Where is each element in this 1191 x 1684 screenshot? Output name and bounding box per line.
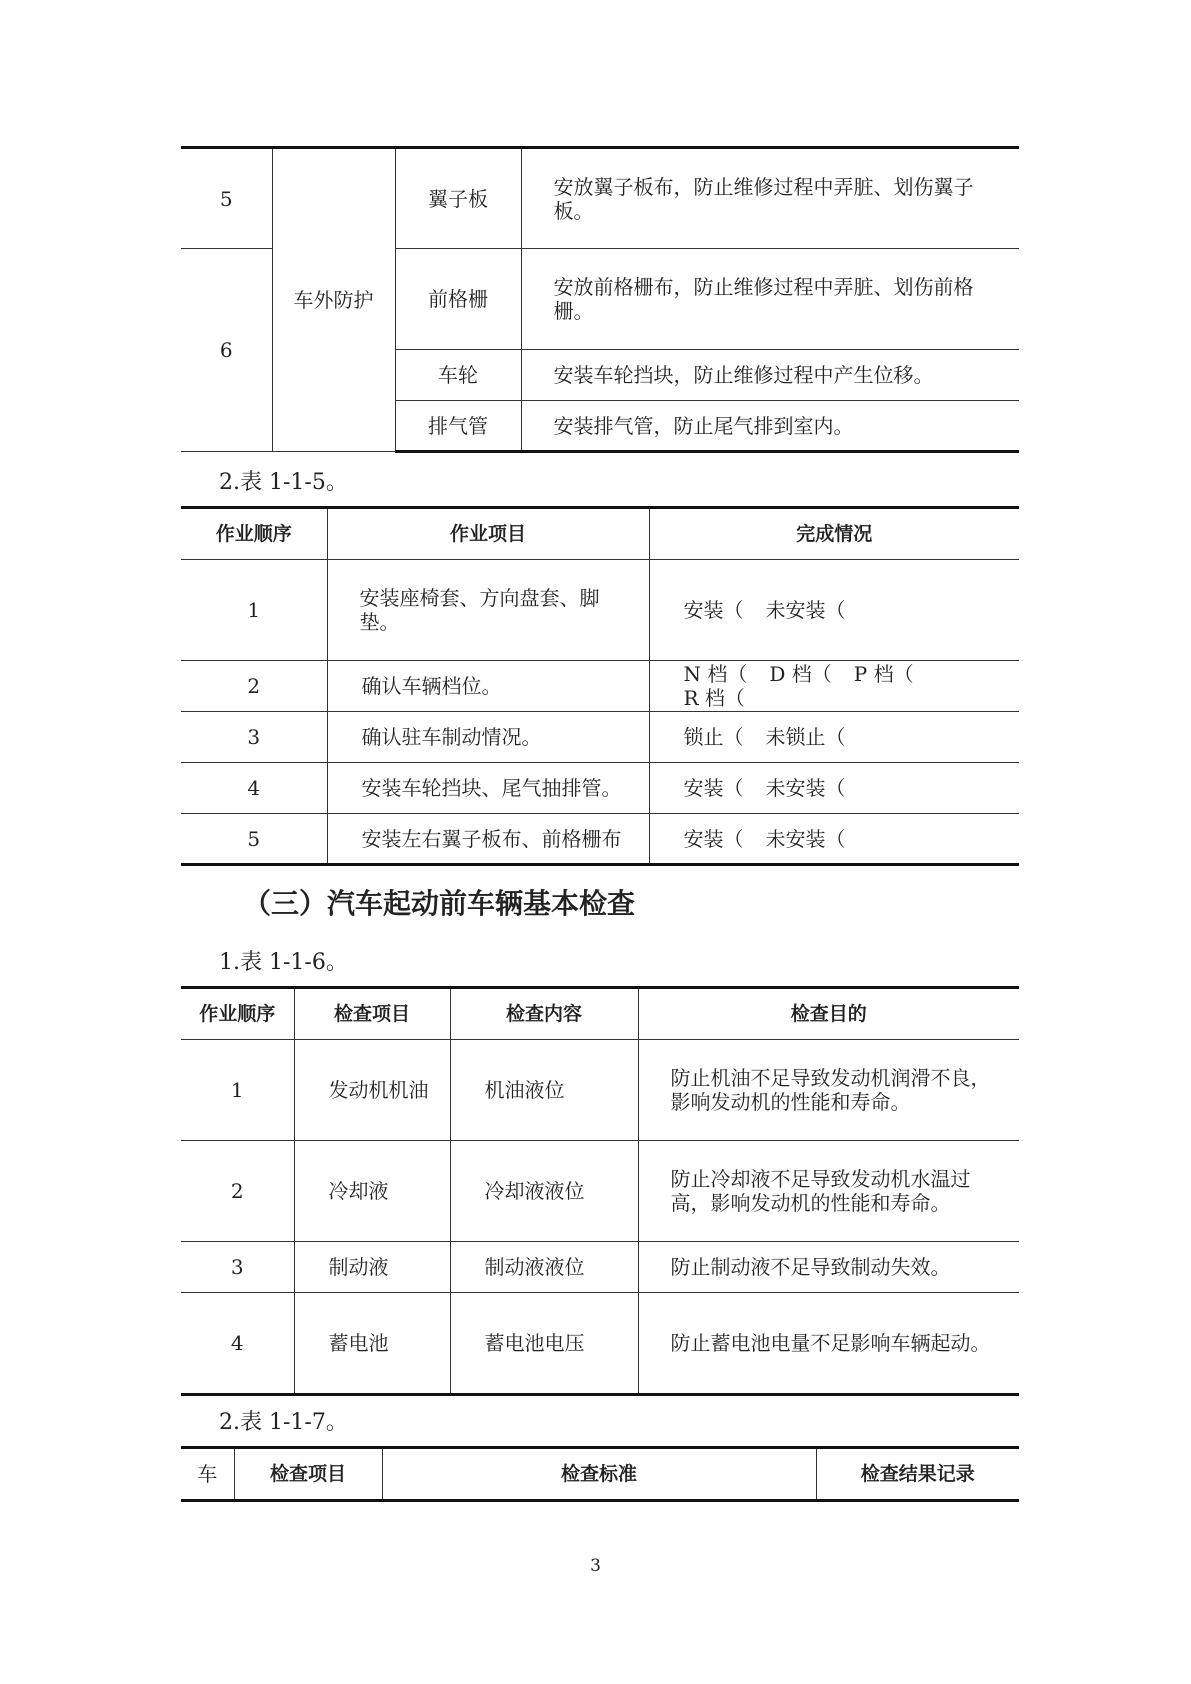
basic-check-table	[181, 986, 1019, 1396]
step-number: 1	[181, 560, 327, 661]
work-item: 安装座椅套、方向盘套、脚垫。	[359, 586, 600, 634]
completion-status	[649, 661, 1019, 712]
table-row	[181, 1293, 1019, 1395]
step-number: 3	[181, 712, 327, 763]
protection-desc: 安装车轮挡块，防止维修过程中产生位移。	[553, 363, 934, 387]
check-purpose: 防止机油不足导致发动机润滑不良，影响发动机的性能和寿命。	[670, 1066, 991, 1114]
status-option: 未安装（	[765, 598, 846, 622]
check-content: 蓄电池电压	[450, 1293, 638, 1395]
protection-item: 排气管	[395, 401, 521, 452]
check-purpose: 防止蓄电池电量不足影响车辆起动。	[670, 1331, 991, 1355]
table-row	[181, 661, 1019, 712]
status-option: 锁止（	[683, 725, 744, 749]
completion-status	[649, 814, 1019, 865]
check-content: 机油液位	[450, 1040, 638, 1141]
status-option: 安装（	[683, 598, 744, 622]
table-row	[181, 712, 1019, 763]
column-header: 作业项目	[327, 508, 649, 560]
check-item: 冷却液	[294, 1141, 450, 1242]
protection-desc: 安装排气管，防止尾气排到室内。	[553, 413, 854, 438]
protection-item: 车轮	[395, 350, 521, 401]
check-purpose: 防止制动液不足导致制动失效。	[670, 1255, 951, 1279]
table-caption: 1.表 1-1-6。	[219, 950, 348, 975]
column-header: 检查标准	[382, 1448, 816, 1501]
check-item: 制动液	[294, 1242, 450, 1293]
status-option: N 档（	[683, 662, 748, 686]
protection-desc: 安放前格栅布，防止维修过程中弄脏、划伤前格栅。	[553, 275, 974, 323]
status-option: 安装（	[683, 826, 744, 851]
table-caption: 2.表 1-1-7。	[219, 1410, 348, 1435]
page-number: 3	[590, 1556, 601, 1576]
status-option: D 档（	[769, 662, 832, 686]
protection-item: 前格栅	[395, 249, 521, 350]
table-caption: 2.表 1-1-5。	[219, 470, 348, 495]
table-row	[181, 1040, 1019, 1141]
table-header-row	[181, 988, 1019, 1040]
status-option: P 档（	[853, 662, 914, 686]
status-option: R 档（	[683, 686, 745, 710]
column-header: 检查结果记录	[816, 1448, 1019, 1501]
work-item: 安装车轮挡块、尾气抽排管。	[327, 763, 649, 814]
table-row	[181, 1141, 1019, 1242]
check-content: 制动液液位	[450, 1242, 638, 1293]
column-header: 检查内容	[450, 988, 638, 1040]
step-number: 4	[181, 763, 327, 814]
column-header: 作业顺序	[181, 988, 294, 1040]
status-option: 未安装（	[765, 826, 846, 851]
check-purpose: 防止冷却液不足导致发动机水温过高，影响发动机的性能和寿命。	[670, 1167, 971, 1215]
section-heading: （三）汽车起动前车辆基本检查	[243, 887, 636, 920]
step-number: 5	[181, 814, 327, 865]
protection-group: 车外防护	[272, 148, 395, 452]
work-item: 确认驻车制动情况。	[327, 712, 649, 763]
completion-status	[649, 560, 1019, 661]
step-number: 2	[181, 661, 327, 712]
column-header: 检查项目	[234, 1448, 382, 1501]
table-header-row	[181, 1448, 1019, 1501]
row-number: 5	[181, 148, 272, 249]
step-number: 3	[181, 1242, 294, 1293]
inspection-record-table	[181, 1446, 1019, 1502]
status-option: 未安装（	[765, 776, 846, 800]
check-item: 发动机机油	[294, 1040, 450, 1141]
column-header: 车	[181, 1448, 234, 1501]
step-number: 4	[181, 1293, 294, 1395]
work-item: 确认车辆档位。	[327, 661, 649, 712]
protection-item: 翼子板	[395, 148, 521, 249]
column-header: 作业顺序	[181, 508, 327, 560]
table-header-row	[181, 508, 1019, 560]
table-row	[181, 1242, 1019, 1293]
status-option: 未锁止（	[765, 725, 846, 749]
status-option: 安装（	[683, 776, 744, 800]
table-row	[181, 763, 1019, 814]
step-number: 2	[181, 1141, 294, 1242]
table-row	[181, 148, 1019, 249]
row-number: 6	[181, 249, 272, 452]
check-content: 冷却液液位	[450, 1141, 638, 1242]
protection-desc: 安放翼子板布，防止维修过程中弄脏、划伤翼子板。	[553, 174, 974, 223]
completion-status	[649, 763, 1019, 814]
column-header: 检查目的	[638, 988, 1019, 1040]
preparation-table	[181, 506, 1019, 866]
column-header: 完成情况	[649, 508, 1019, 560]
check-item: 蓄电池	[294, 1293, 450, 1395]
step-number: 1	[181, 1040, 294, 1141]
table-row	[181, 814, 1019, 865]
column-header: 检查项目	[294, 988, 450, 1040]
vehicle-protection-table	[181, 146, 1019, 453]
completion-status	[649, 712, 1019, 763]
work-item: 安装左右翼子板布、前格栅布	[327, 814, 649, 865]
table-row	[181, 560, 1019, 661]
